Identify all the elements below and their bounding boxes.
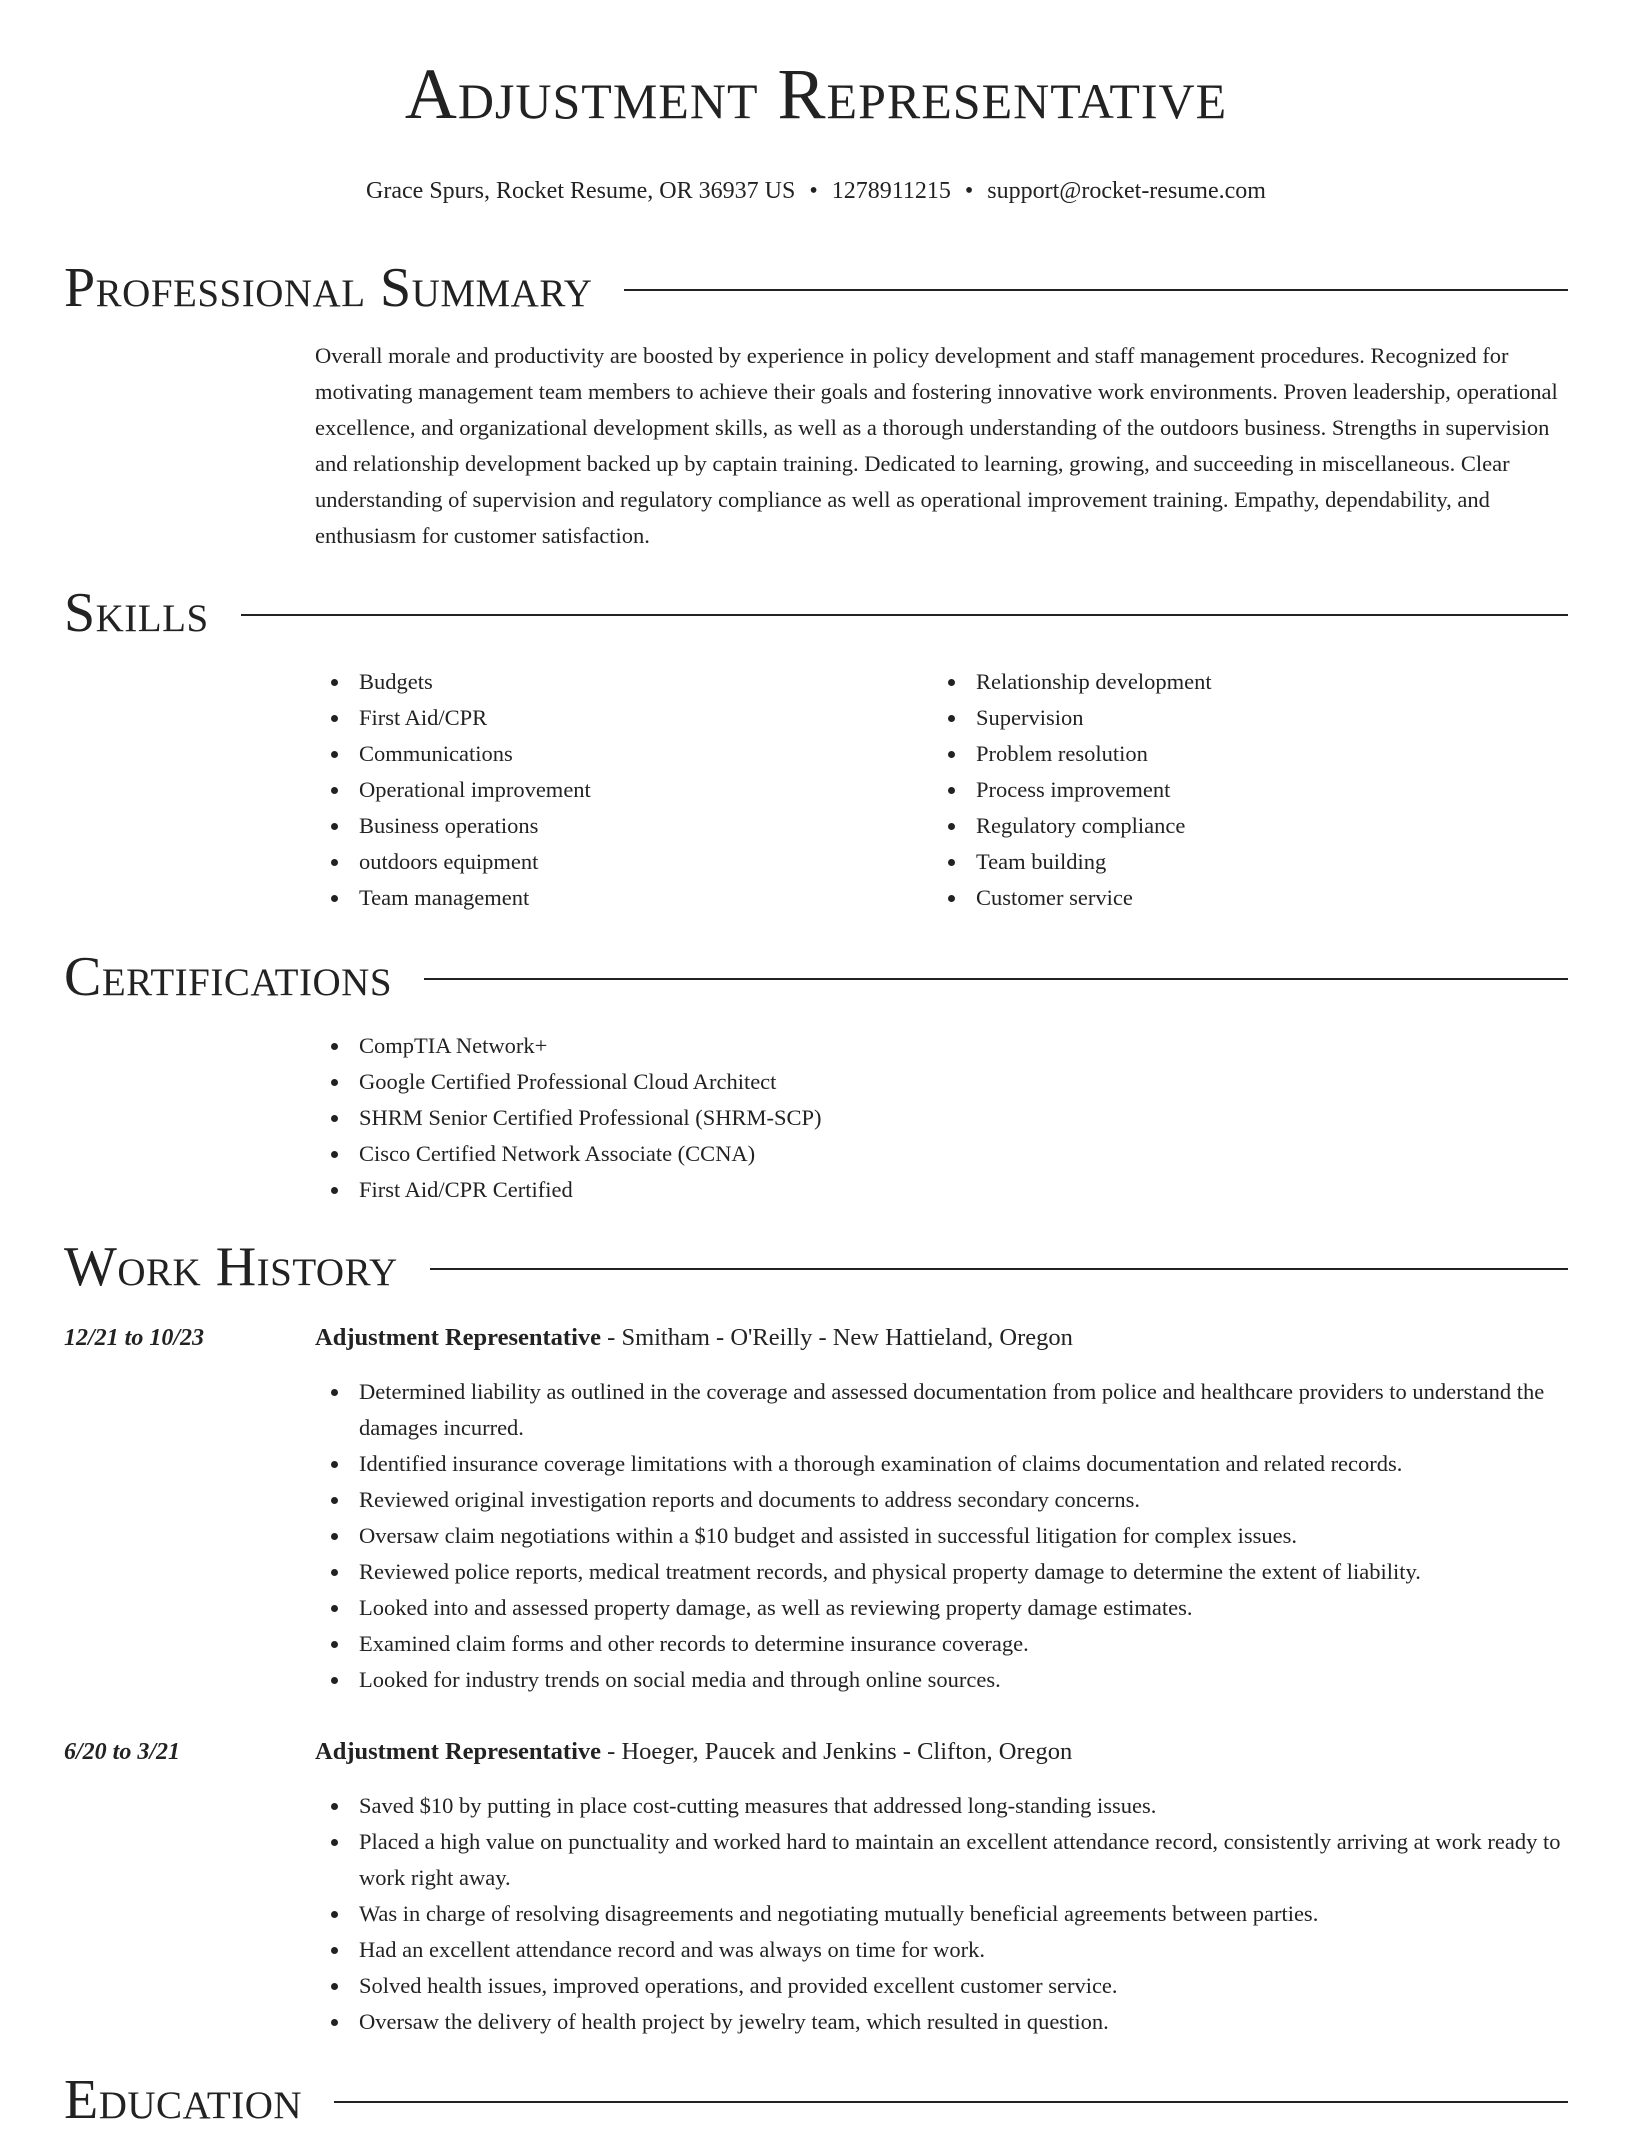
job-dates: 6/20 to 3/21 [64, 1739, 181, 1765]
skill-item: Budgets [315, 664, 915, 700]
section-heading-skills [64, 583, 1568, 643]
job-bullet: Looked for industry trends on social media and through online sources. [315, 1662, 1567, 1698]
contact-phone: 1278911215 [831, 178, 951, 204]
job-responsibilities [315, 1374, 1567, 1698]
section-title: Education [64, 2069, 303, 2131]
job-bullet: Reviewed original investigation reports and documents to address secondary concerns. [315, 1482, 1567, 1518]
certification-item: Cisco Certified Network Associate (CCNA) [315, 1136, 1565, 1172]
skill-item: Operational improvement [315, 772, 915, 808]
skill-item: Supervision [932, 700, 1532, 736]
job-title: Adjustment Representative [315, 1324, 602, 1351]
job-employer-location: - Hoeger, Paucek and Jenkins - Clifton, Oregon [601, 1738, 1073, 1765]
skill-item: Relationship development [932, 664, 1532, 700]
certification-item: First Aid/CPR Certified [315, 1172, 1565, 1208]
skills-right-column [932, 664, 1532, 916]
section-heading-certifications [64, 947, 1568, 1007]
contact-separator: • [809, 178, 818, 204]
skill-item: Business operations [315, 808, 915, 844]
skill-item: outdoors equipment [315, 844, 915, 880]
section-title: Work History [64, 1236, 398, 1298]
job-bullet: Was in charge of resolving disagreements and negotiating mutually beneficial agreements between parties. [315, 1896, 1567, 1932]
skill-item: Team management [315, 880, 915, 916]
skill-item: Problem resolution [932, 736, 1532, 772]
section-title: Skills [64, 582, 209, 644]
skill-item: Customer service [932, 880, 1532, 916]
skills-list [932, 664, 1532, 916]
job-bullet: Identified insurance coverage limitations with a thorough examination of claims documentation and related records. [315, 1446, 1567, 1482]
section-divider [624, 289, 1568, 291]
job-bullet-list [315, 1788, 1567, 2040]
job-title-line [315, 1737, 1567, 1767]
skills-left-column [315, 664, 915, 916]
job-bullet: Looked into and assessed property damage, as well as reviewing property damage estimates. [315, 1590, 1567, 1626]
section-heading-work-history [64, 1237, 1568, 1297]
section-heading-education [64, 2070, 1568, 2130]
job-dates: 12/21 to 10/23 [64, 1325, 205, 1351]
contact-separator: • [964, 178, 974, 204]
skill-item: Communications [315, 736, 915, 772]
job-bullet-list [315, 1374, 1567, 1698]
job-title-line [315, 1323, 1567, 1353]
certifications-list [315, 1028, 1565, 1208]
section-divider [334, 2101, 1568, 2103]
job-bullet: Oversaw claim negotiations within a $10 budget and assisted in successful litigation for complex issues. [315, 1518, 1567, 1554]
section-divider [241, 614, 1568, 616]
job-responsibilities [315, 1788, 1567, 2040]
job-bullet: Had an excellent attendance record and was always on time for work. [315, 1932, 1567, 1968]
job-bullet: Placed a high value on punctuality and worked hard to maintain an excellent attendance record, consistently arriving at work ready to work right away. [315, 1824, 1567, 1896]
job-bullet: Examined claim forms and other records to determine insurance coverage. [315, 1626, 1567, 1662]
certifications-block [315, 1028, 1565, 1208]
summary-text: Overall morale and productivity are boosted by experience in policy development and staff management procedures. Recognized for motivating management team members to achieve their goals and fostering innovative work environments. Proven leadership, operational excellence, and organizational development skills, as well as a thorough understanding of the outdoors business. Strengths in supervision and relationship development backed up by captain training. Dedicated to learning, growing, and succeeding in miscellaneous. Clear understanding of supervision and regulatory compliance as well as operational improvement training. Empathy, dependability, and enthusiasm for customer satisfaction. [315, 343, 1558, 548]
contact-address: Grace Spurs, Rocket Resume, OR 36937 US [366, 178, 796, 204]
skill-item: Team building [932, 844, 1532, 880]
contact-email: support@rocket-resume.com [987, 178, 1266, 204]
job-title: Adjustment Representative [315, 1738, 602, 1765]
job-bullet: Determined liability as outlined in the coverage and assessed documentation from police and healthcare providers to understand the damages incurred. [315, 1374, 1567, 1446]
job-employer-location: - Smitham - O'Reilly - New Hattieland, Oregon [601, 1324, 1073, 1351]
skill-item: First Aid/CPR [315, 700, 915, 736]
certification-item: SHRM Senior Certified Professional (SHRM-SCP) [315, 1100, 1565, 1136]
job-bullet: Solved health issues, improved operations, and provided excellent customer service. [315, 1968, 1567, 2004]
section-title: Certifications [64, 946, 393, 1008]
skill-item: Process improvement [932, 772, 1532, 808]
resume-title: Adjustment Representative [404, 54, 1228, 134]
section-title: Professional Summary [64, 257, 593, 319]
contact-line [0, 176, 1632, 206]
job-bullet: Saved $10 by putting in place cost-cutting measures that addressed long-standing issues. [315, 1788, 1567, 1824]
job-bullet: Reviewed police reports, medical treatment records, and physical property damage to determine the extent of liability. [315, 1554, 1567, 1590]
section-divider [424, 978, 1568, 980]
section-divider [430, 1268, 1568, 1270]
skill-item: Regulatory compliance [932, 808, 1532, 844]
certification-item: CompTIA Network+ [315, 1028, 1565, 1064]
job-bullet: Oversaw the delivery of health project by jewelry team, which resulted in question. [315, 2004, 1567, 2040]
skills-list [315, 664, 915, 916]
section-heading-summary [64, 258, 1568, 318]
certification-item: Google Certified Professional Cloud Architect [315, 1064, 1565, 1100]
